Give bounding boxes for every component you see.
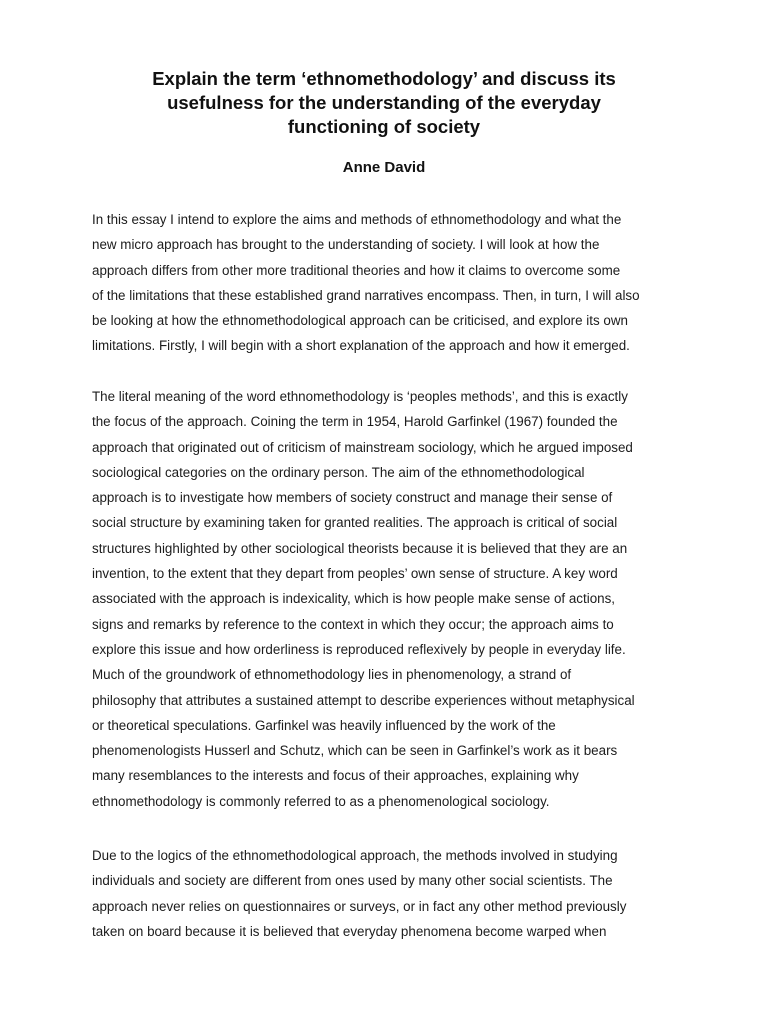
text-line: ethnomethodology is commonly referred to as a phenomenological sociology. — [92, 793, 550, 809]
text-line: approach is to investigate how members of society construct and manage their sense of — [92, 490, 613, 506]
text-line: structures highlighted by other sociological theorists because it is believed that they are an — [92, 540, 628, 556]
text-line: many resemblances to the interests and focus of their approaches, explaining why — [92, 768, 579, 784]
text-line: signs and remarks by reference to the context in which they occur; the approach aims to — [92, 616, 614, 632]
text-line: The literal meaning of the word ethnomethodology is ‘peoples methods’, and this is exactly — [92, 389, 628, 404]
paragraph-introduction — [92, 207, 702, 359]
text-line: associated with the approach is indexicality, which is how people make sense of actions, — [92, 591, 616, 607]
text-line: individuals and society are different from ones used by many other social scientists. The — [92, 873, 613, 889]
text-line: of the limitations that these established grand narratives encompass. Then, in turn, I will also — [92, 287, 640, 303]
text-line: Much of the groundwork of ethnomethodology lies in phenomenology, a strand of — [92, 667, 572, 683]
text-line: Due to the logics of the ethnomethodological approach, the methods involved in studying — [92, 848, 618, 863]
text-line: the focus of the approach. Coining the term in 1954, Harold Garfinkel (1967) founded the — [92, 414, 618, 430]
text-line: taken on board because it is believed that everyday phenomena become warped when — [92, 923, 607, 939]
title-line: usefulness for the understanding of the everyday — [167, 92, 601, 113]
text-line: approach differs from other more traditional theories and how it claims to overcome some — [92, 262, 621, 278]
paragraph-methods — [92, 843, 702, 944]
text-line: or theoretical speculations. Garfinkel was heavily influenced by the work of the — [92, 717, 556, 733]
text-line: be looking at how the ethnomethodological approach can be criticised, and explore its own — [92, 313, 628, 329]
text-line: social structure by examining taken for granted realities. The approach is critical of social — [92, 515, 618, 531]
text-line: philosophy that attributes a sustained attempt to describe experiences without metaphysical — [92, 692, 635, 708]
text-line: In this essay I intend to explore the aims and methods of ethnomethodology and what the — [92, 212, 622, 227]
text-line: sociological categories on the ordinary person. The aim of the ethnomethodological — [92, 464, 585, 480]
document-title — [110, 67, 658, 139]
title-line: Explain the term ‘ethnomethodology’ and discuss its — [152, 68, 616, 89]
text-line: approach that originated out of criticism of mainstream sociology, which he argued imposed — [92, 439, 633, 455]
text-line: approach never relies on questionnaires or surveys, or in fact any other method previously — [92, 898, 627, 914]
text-line: invention, to the extent that they depart from peoples’ own sense of structure. A key word — [92, 566, 618, 582]
text-line: phenomenologists Husserl and Schutz, which can be seen in Garfinkel’s work as it bears — [92, 743, 618, 759]
paragraph-definition — [92, 384, 702, 814]
text-line: explore this issue and how orderliness is reproduced reflexively by people in everyday life. — [92, 641, 626, 657]
title-line: functioning of society — [287, 116, 481, 137]
author-name: Anne David — [342, 159, 426, 176]
text-line: limitations. Firstly, I will begin with a short explanation of the approach and how it emerged. — [92, 338, 630, 354]
text-line: new micro approach has brought to the understanding of society. I will look at how the — [92, 237, 600, 253]
